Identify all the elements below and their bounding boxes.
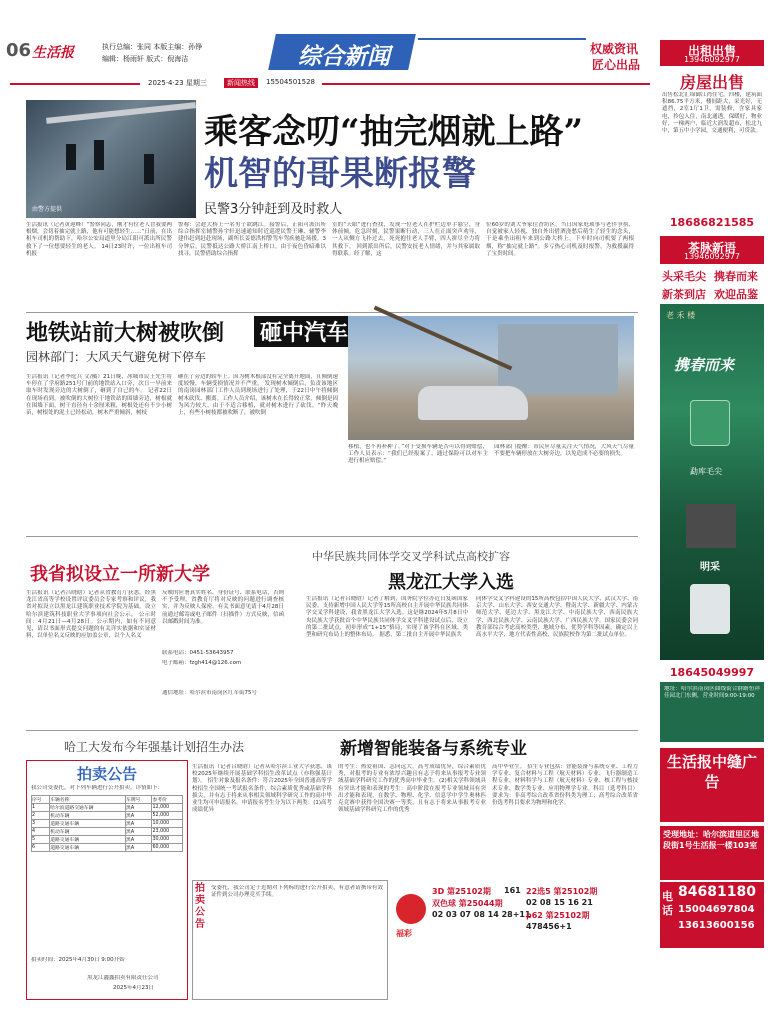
table-row: 6 道路交通车辆 黑A 60,000 <box>32 844 183 852</box>
story5-title: 新增智能装备与系统专业 <box>340 739 527 759</box>
story2-col-2: 砸在了旁边的轿车上。因为树木根部没有完全离开地面，且倾倒速度较慢，车辆受损情况并不严重。 发现树木倾倒后，负责该地区的南岗园林部门工作人员到现场进行了处理，于22日中午将倾倒树木砍伐、搬离。工作人员介绍，该树木在长得较正常，倾倒是因为风力较大，由于不适合移植，就对树木进行了砍伐。“昨天晚上，有些小树枝都被吹断了，被吹倒 <box>178 374 338 417</box>
small-notice <box>192 880 388 1000</box>
paper-name: 生活报 <box>32 45 74 61</box>
sidebar-header-1-text: 出租出售 <box>687 44 736 58</box>
story3-contact-email: 电子邮箱：fzgh414@126.com <box>162 660 242 666</box>
story3-contact-phone: 联系电话：0451-53643957 <box>162 650 234 656</box>
phone-label: 电话 <box>662 890 673 917</box>
story1-photo <box>26 100 196 218</box>
life-address: 受理地址：哈尔滨道里区地段街1号生活报一楼103室 <box>660 826 764 880</box>
auction-body: 我公司受委托，对下列车辆进行公开拍卖。详情如下： <box>31 785 164 791</box>
lottery-ssq-value: 02 03 07 08 14 28+11 <box>432 910 531 919</box>
lottery-3d-label: 3D 第25102期 <box>432 887 491 896</box>
section-title: 综合新闻 <box>298 43 390 70</box>
tea-banner-2: 携春而来 <box>714 270 758 283</box>
tea-address: 地址：哈尔滨南岗区曲线街合群路恒祥佳园北门东侧，营业时间9:00-19:00 <box>664 686 760 700</box>
tea-product-2: 明采 <box>700 562 720 573</box>
auction-company: 黑龙江鑫鑫拍卖有限责任公司 <box>87 975 159 981</box>
story5-col-3: 高中毕业生。 招生专业包括：智能装备与系统专业、工程力学专业、复合材料与工程（航天材料）专业、飞行器制造工程专业、材料科学与工程（航天材料）专业、核工程与核技术专业、数学类专业、应用物理学专业。科目（选考科目）要求为：非高考综合改革省份科类为理工；高考综合改革省份选考科目要求为物理和化学。 <box>492 764 638 807</box>
life-phone-3: 13613600156 <box>678 920 755 931</box>
tea-can-icon <box>690 400 730 446</box>
table-row: 3 道路交通车辆 黑A 10,000 <box>32 820 183 828</box>
divider-3 <box>26 730 638 731</box>
auction-title: 拍卖公告 <box>76 765 137 783</box>
story1-title-2: 机智的哥果断报警 <box>204 154 476 194</box>
story3-contact-address: 通信地址：哈尔滨市南岗区红军街75号 <box>162 690 257 696</box>
story1-col-3: 室的“天眼”进行查找，发现一位老人在护栏边单手悬空，身体前倾。危急时刻，民警果断行动，三人在正面突声劝导，一人从侧方飞扑过去，死死抱住老人手臂，四人拼尽全力将其救下。 回到派出所后，民警安抚老人情绪，并与其家属取得联系。经了解，这 <box>332 222 480 257</box>
life-phone-2: 15004697804 <box>678 904 755 915</box>
story3-col-1: 生活报讯（记者吕晓晗）记者从省教育厅获悉，经黑龙江省高等学校设置评议委员会专家考察和评议，我省对拟设立以黑龙江建筑职业技术学院为基础，设立哈尔滨建筑科技职业大学事项向社会公示。 公示时间：4月21日—4月28日。公示期内，如有不同意见，请以书面形式提交问题的有关详实依据和实证材料，以单位名义反映的应加盖公章，以个人名义 <box>26 590 156 640</box>
story4-title: 黑龙江大学入选 <box>388 572 514 593</box>
tea-slogan: 携春而来 <box>674 356 735 374</box>
tea-can-2-icon <box>690 584 730 634</box>
slogan-2: 匠心出品 <box>592 58 641 72</box>
story2-col-1: 生活报讯（记者李庭兵 文/摄）21日晚，冰城市民王先生将车停在了学府路251号门前的地铁站入口旁，次日一早前来取车时发现旁边的大树倒了，砸到了自己的车。 记者22日在现场看到，被吹倒的大树位于地铁站的围墙旁边，树根就在围墙下面，树干直径有十余厘米粗，树根处还有不少小树苗，树根处的泥土已经松动，树木严重倾斜，树枝 <box>26 374 172 417</box>
divider-2 <box>26 536 638 537</box>
story3-col-2: 反映的应署真实姓名、身份证号、联系电话，否则不予受理。省教育厅将对反映的问题进行调查核实，并为反映人保密。有关书面意见请于4月28日前通过邮寄或电子邮件（扫描件）方式反映，信函以邮戳时间为准。 <box>162 590 284 625</box>
auction-header: 序号 <box>32 796 50 804</box>
story2-col-3: 移植，也不再补种了。”对于受损车辆是否可以得到赔偿，工作人员表示：“我们已经报案了，通过保险可以对车主进行相应赔偿。” <box>348 444 488 465</box>
tea-ad-panel <box>660 304 764 660</box>
table-row: 2 机动车辆 黑A 52,000 <box>32 812 183 820</box>
issue-date: 2025·4·23 星期三 <box>148 79 207 87</box>
editor-line-2: 编辑：杨雨轩 版式：倪海洁 <box>102 55 189 63</box>
sidebar-phone-2: 13946092977 <box>684 252 740 261</box>
story4-col-2: 同体学交叉学科建设的15所高校包括中国人民大学、武汉大学、南京大学、山东大学、西安交通大学、暨南大学、新疆大学、内蒙古师范大学、延边大学、黑龙江大学、中南民族大学、西南民族大学、西北民族大学、云南民族大学、广西民族大学。国家民委会同教育部综合考虑高校类型、地域分布、优势学科等因素，确定以上高水平大学、地方代表性高校、民族院校作为第二批试点单位。 <box>476 596 638 639</box>
table-row: 1 哈尔滨道路交通车辆 黑A 12,000 <box>32 804 183 812</box>
story2-title: 地铁站前大树被吹倒 <box>26 320 225 346</box>
sidebar-header-2-text: 茶脉新语 <box>687 241 736 255</box>
story4-col-1: 生活报讯（记者吕晓晗）记者了解到，国务院学位办近日复函国家民委，支持新增中国人民大学等15所高校自主开展中华民族共同体学交叉学科建设，我省黑龙江大学入选。这是继2024年5月8日中央民族大学获批首个中华民族共同体学交叉学科建设试点后，设立的第二批试点，初步形成“1+15”格局，实现了该学科在区域、类型和研究布局上的整体布局。 据悉，第二批自主开展中华民族共 <box>306 596 468 639</box>
life-phone-1: 84681180 <box>678 884 756 900</box>
story2-col-4: 园林部门提醒：市民应尽量关注天气情况，大风天气尽量不要把车辆停放在大树旁边，以免造成不必要的损失。 <box>494 444 634 458</box>
story1-title: 乘客念叨“抽完烟就上路” <box>204 112 584 152</box>
lottery-logo-icon <box>396 894 426 924</box>
slogan-1: 权威资讯 <box>590 42 639 56</box>
auction-table <box>31 795 183 852</box>
editor-line-1: 执行总编：张同 本版主编：孙铮 <box>102 43 203 51</box>
story1-subtitle: 民警3分钟赶到及时救人 <box>204 202 343 217</box>
story5-col-1: 生活报讯（记者吕晓晗）记者从哈尔滨工业大学获悉，该校2025年继续开展基础学科招生改革试点（亦称强基计划）。 招生对象及报名条件：符合2025年全国普通高等学校招生全国统一考试报名条件，综合素质优秀或基础学科拔尖，并有志于将来从事相关领域科学研究工作的高中毕业生均可申请报名。申请报名考生分为以下两类：(1)高考成绩优异 <box>192 764 332 814</box>
lottery-box <box>392 880 640 1000</box>
lottery-brand: 福彩 <box>396 929 412 938</box>
table-row: 4 机动车辆 黑A 23,000 <box>32 828 183 836</box>
lottery-ssq-label: 双色球 第25044期 <box>432 899 503 908</box>
sidebar-header-2 <box>660 236 764 264</box>
lottery-3d-value: 161 <box>504 886 521 895</box>
lottery-p62-value: 478456+1 <box>526 922 572 931</box>
auction-date: 2025年4月23日 <box>113 985 154 991</box>
house-title: 房屋出售 <box>679 73 744 92</box>
tea-address-box <box>660 682 764 742</box>
auction-header: 车辆名称 <box>50 796 126 804</box>
tea-phone: 18645049997 <box>669 666 755 679</box>
sidebar <box>660 40 764 1016</box>
date-bar <box>10 78 650 90</box>
story1-col-4: 位60岁的刘大爷家住香坊区，当日因家庭琐事与老伴争执，自觉被家人轻视，独自外出借酒浇愁后萌生了轻生的念头，于是乘坐出租车来到公路大桥上，下车时向司机要了两根烟，称“抽完就上路”。多亏热心司机及时报警，为救援赢得了宝贵时间。 <box>486 222 634 257</box>
sidebar-phone-1: 13946092977 <box>684 55 740 64</box>
photo-credit: 由警方提供 <box>32 206 63 213</box>
auction-header: 参考价 <box>152 796 183 804</box>
auction-footer: 拍卖时间：2025年4月30日 9:00开始 <box>31 957 125 963</box>
tea-banner-4: 欢迎品鉴 <box>714 288 758 301</box>
hotline-number: 15504501528 <box>266 78 315 86</box>
page-number: 06 <box>6 40 32 61</box>
divider-1 <box>26 312 638 313</box>
tea-banner-3: 新茶到店 <box>662 288 706 301</box>
auction-notice <box>26 760 188 1000</box>
life-title: 生活报中缝广告 <box>660 748 764 822</box>
sidebar-header-1 <box>660 40 764 66</box>
tea-box-icon <box>686 504 736 548</box>
story2-title-box: 砸中汽车 <box>254 316 354 347</box>
story1-col-1: 生活报讯（记者黄迎峰）“警察同志，刚才有位老人冒我要两根烟，会切着抽完就上路，他有可能想轻生……”日前，在出租车司机的帮助下，哈尔公安局道里分局江阳可派出所民警救下了一位想要轻生的老人。 14日23时许，一位出租车司机报 <box>26 222 172 257</box>
story4-kicker: 中华民族共同体学交叉学科试点高校扩容 <box>312 550 510 563</box>
story2-subtitle: 园林部门：大风天气避免树下停车 <box>26 350 207 364</box>
house-phone: 18686821585 <box>669 216 755 229</box>
masthead-divider <box>418 38 586 54</box>
lottery-22x5-label: 22选5 第25102期 <box>526 887 598 896</box>
tea-banner-1: 头采毛尖 <box>662 270 706 283</box>
table-row: 5 道路交通车辆 黑A 30,000 <box>32 836 183 844</box>
lottery-22x5-value: 02 08 15 16 21 <box>526 898 593 907</box>
lottery-p62-label: p62 第25102期 <box>526 911 590 920</box>
auction-header: 车牌号 <box>126 796 152 804</box>
tea-brand: 老 禾 楼 <box>666 311 696 320</box>
life-phones-box <box>660 882 764 948</box>
story3-title: 我省拟设立一所新大学 <box>30 564 210 585</box>
story1-col-2: 警称：会趁大桥上一名男子欲跳江。接警后，正阳可派出所综合指挥室辅警孙宇轩迅速通知时近巡逻民警王琳、辅警李建伟赶到赶赴现场，副所长姜德洪相警驾车驾疾驰赴场援。3分钟后，民警抵达公路大桥江南上桥口。由于夜色昏暗难以找寻，民警借助综合指挥 <box>178 222 326 257</box>
story5-col-2: 的考生：热爱祖国、志向远大，高考成绩优异，综合素质优秀，对报考的专业有浓厚兴趣且有志于将来从事报考专业领域基础学科研究工作的优秀高中毕业生。(2)相关学科领域具有突出才能和表现的考生：高中阶段在报考专业领域具有突出才能和表现，在数学、物理、化学、信息学中学生奥林匹克竞赛中获得全国决赛一等奖，且有志于将来从事报考专业领域基础学科研究工作的优秀 <box>338 764 486 814</box>
small-notice-body: 受委托，我公司定于近期对下列标的进行公开拍卖，有意者请携带有效证件到公司办理竞买手续。 <box>211 885 383 899</box>
small-notice-title: 拍卖公告 <box>195 883 205 930</box>
hotline-label: 新闻热线 <box>224 78 258 88</box>
story2-photo <box>348 316 634 440</box>
tea-product: 勐库毛尖 <box>690 467 722 476</box>
story5-kicker: 哈工大发布今年强基计划招生办法 <box>64 740 245 754</box>
house-text: 出售松北汇锦御江湾住宅，四楼，建筑面积86.75平方米，楼间距大，采光好，无遮挡，2室1厅1卫，需装修，含家具家电，拎包入住，南北通透，保暖好，物业好，一梯两户，临近大润发超市，松北九中，第五中小学园，交通便利，可贷款。 <box>662 92 762 135</box>
